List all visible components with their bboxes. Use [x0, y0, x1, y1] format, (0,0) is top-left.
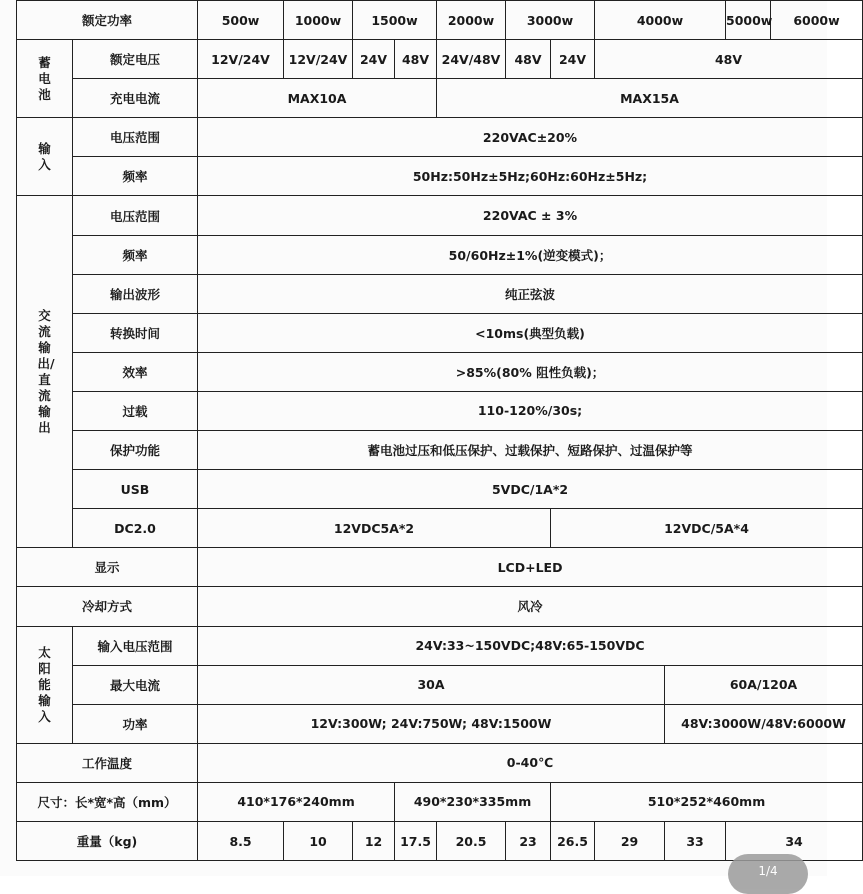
output-voltage-label: 电压范围: [73, 196, 198, 235]
dc-label: DC2.0: [73, 509, 198, 548]
cooling-label: 冷却方式: [17, 587, 198, 626]
power-2000w: 2000w: [437, 1, 506, 40]
solar-current-row: [17, 665, 863, 704]
waveform-value: 纯正弦波: [198, 274, 863, 313]
dc-value: 12VDC5A*2: [198, 509, 551, 548]
temperature-label: 工作温度: [17, 743, 198, 782]
rated-power-label: 额定功率: [17, 1, 198, 40]
dimensions-value: 490*230*335mm: [395, 782, 551, 821]
usb-label: USB: [73, 470, 198, 509]
max-current-value: 60A/120A: [665, 665, 863, 704]
protection-value: 蓄电池过压和低压保护、过载保护、短路保护、过温保护等: [198, 431, 863, 470]
weight-value: 34: [726, 821, 863, 860]
weight-label: 重量（kg): [17, 821, 198, 860]
efficiency-value: >85%(80% 阻性负载)；: [198, 352, 863, 391]
weight-value: 8.5: [198, 821, 284, 860]
rated-voltage-value: 24V: [353, 40, 395, 79]
rated-voltage-value: 48V: [506, 40, 551, 79]
solar-category: 太阳能输入: [17, 626, 73, 743]
efficiency-label: 效率: [73, 352, 198, 391]
waveform-label: 输出波形: [73, 274, 198, 313]
dimensions-label: 尺寸：长*宽*高（mm）: [17, 782, 198, 821]
output-frequency-row: [17, 235, 863, 274]
rated-voltage-value: 12V/24V: [284, 40, 353, 79]
dc-value: 12VDC/5A*4: [551, 509, 863, 548]
overload-value: 110-120%/30s;: [198, 391, 863, 430]
rated-voltage-value: 24V: [551, 40, 595, 79]
dimensions-value: 510*252*460mm: [551, 782, 863, 821]
transfer-time-label: 转换时间: [73, 313, 198, 352]
solar-voltage-row: [17, 626, 863, 665]
output-frequency-label: 频率: [73, 235, 198, 274]
solar-voltage-label: 输入电压范围: [73, 626, 198, 665]
rated-voltage-value: 12V/24V: [198, 40, 284, 79]
cooling-row: [17, 587, 863, 626]
rated-voltage-label: 额定电压: [73, 40, 198, 79]
output-frequency-value: 50/60Hz±1%(逆变模式)；: [198, 235, 863, 274]
page-indicator[interactable]: 1/4: [728, 854, 808, 894]
battery-category: 蓄电池: [17, 40, 73, 118]
transfer-time-value: <10ms(典型负载): [198, 313, 863, 352]
dimensions-row: [17, 782, 863, 821]
temperature-value: 0-40℃: [198, 743, 863, 782]
usb-value: 5VDC/1A*2: [198, 470, 863, 509]
input-voltage-label: 电压范围: [73, 118, 198, 157]
output-voltage-value: 220VAC ± 3%: [198, 196, 863, 235]
max-current-label: 最大电流: [73, 665, 198, 704]
power-500w: 500w: [198, 1, 284, 40]
weight-value: 26.5: [551, 821, 595, 860]
weight-value: 23: [506, 821, 551, 860]
protection-row: [17, 431, 863, 470]
charge-current-value: MAX15A: [437, 79, 863, 118]
solar-power-row: [17, 704, 863, 743]
efficiency-row: [17, 352, 863, 391]
protection-label: 保护功能: [73, 431, 198, 470]
display-value: LCD+LED: [198, 548, 863, 587]
solar-power-label: 功率: [73, 704, 198, 743]
rated-voltage-value: 48V: [395, 40, 437, 79]
weight-value: 29: [595, 821, 665, 860]
power-1000w: 1000w: [284, 1, 353, 40]
solar-voltage-value: 24V:33~150VDC;48V:65-150VDC: [198, 626, 863, 665]
usb-row: [17, 470, 863, 509]
power-3000w: 3000w: [506, 1, 595, 40]
weight-value: 33: [665, 821, 726, 860]
overload-row: [17, 391, 863, 430]
output-voltage-row: [17, 196, 863, 235]
display-row: [17, 548, 863, 587]
power-5000w: 5000w: [726, 1, 771, 40]
transfer-time-row: [17, 313, 863, 352]
temperature-row: [17, 743, 863, 782]
overload-label: 过载: [73, 391, 198, 430]
dimensions-value: 410*176*240mm: [198, 782, 395, 821]
input-frequency-row: [17, 157, 863, 196]
max-current-value: 30A: [198, 665, 665, 704]
charge-current-value: MAX10A: [198, 79, 437, 118]
battery-voltage-row: [17, 40, 863, 79]
charge-current-label: 充电电流: [73, 79, 198, 118]
power-1500w: 1500w: [353, 1, 437, 40]
battery-current-row: [17, 79, 863, 118]
solar-power-value: 48V:3000W/48V:6000W: [665, 704, 863, 743]
weight-row: [17, 821, 863, 860]
power-6000w: 6000w: [771, 1, 863, 40]
weight-value: 10: [284, 821, 353, 860]
weight-value: 20.5: [437, 821, 506, 860]
input-category: 输入: [17, 118, 73, 196]
display-label: 显示: [17, 548, 198, 587]
solar-power-value: 12V:300W; 24V:750W; 48V:1500W: [198, 704, 665, 743]
weight-value: 12: [353, 821, 395, 860]
input-voltage-row: [17, 118, 863, 157]
rated-voltage-value: 48V: [595, 40, 863, 79]
power-4000w: 4000w: [595, 1, 726, 40]
weight-value: 17.5: [395, 821, 437, 860]
input-frequency-value: 50Hz:50Hz±5Hz;60Hz:60Hz±5Hz;: [198, 157, 863, 196]
rated-voltage-value: 24V/48V: [437, 40, 506, 79]
dc-row: [17, 509, 863, 548]
header-row: [17, 1, 863, 40]
cooling-value: 风冷: [198, 587, 863, 626]
output-waveform-row: [17, 274, 863, 313]
input-frequency-label: 频率: [73, 157, 198, 196]
spec-table: [16, 0, 863, 861]
input-voltage-value: 220VAC±20%: [198, 118, 863, 157]
output-category: 交流输出/直流输出: [17, 196, 73, 548]
